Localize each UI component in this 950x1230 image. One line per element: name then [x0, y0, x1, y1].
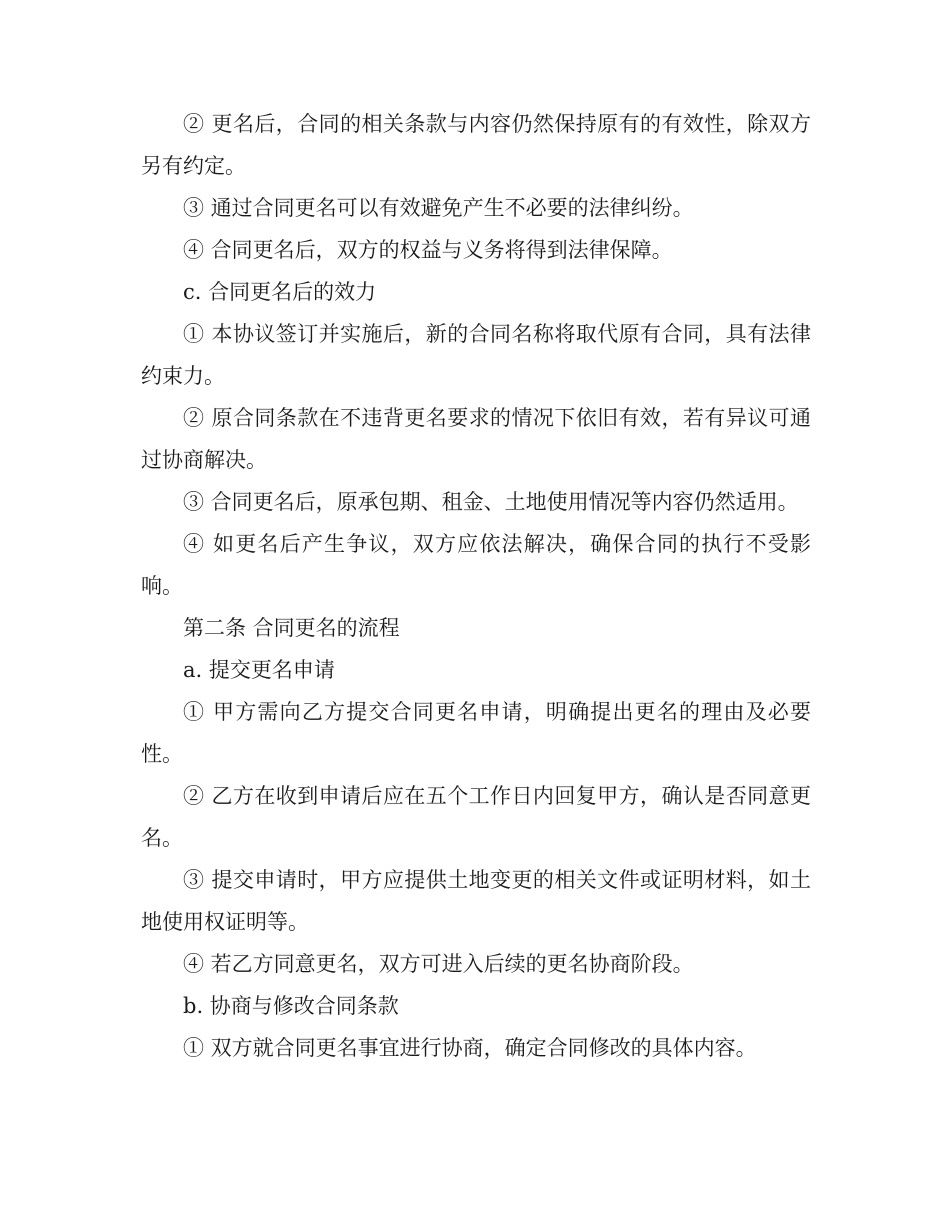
- paragraph-8: ④ 如更名后产生争议，双方应依法解决，确保合同的执行不受影响。: [141, 532, 811, 598]
- paragraph-12: ② 乙方在收到申请后应在五个工作日内回复甲方，确认是否同意更名。: [141, 784, 811, 850]
- section-heading-b: b. 协商与修改合同条款: [183, 994, 399, 1018]
- paragraph-16: ① 双方就合同更名事宜进行协商，确定合同修改的具体内容。: [183, 1036, 757, 1060]
- section-heading-c: c. 合同更名后的效力: [183, 280, 377, 304]
- document-body: [141, 103, 811, 1069]
- paragraph-7: ③ 合同更名后，原承包期、租金、土地使用情况等内容仍然适用。: [183, 490, 799, 514]
- paragraph-3: ④ 合同更名后，双方的权益与义务将得到法律保障。: [183, 238, 673, 262]
- paragraph-13: ③ 提交申请时，甲方应提供土地变更的相关文件或证明材料，如土地使用权证明等。: [141, 868, 811, 934]
- paragraph-1: ② 更名后，合同的相关条款与内容仍然保持原有的有效性，除双方另有约定。: [141, 112, 811, 178]
- paragraph-6: ② 原合同条款在不违背更名要求的情况下依旧有效，若有异议可通过协商解决。: [141, 406, 811, 472]
- paragraph-5: ① 本协议签订并实施后，新的合同名称将取代原有合同，具有法律约束力。: [141, 322, 811, 388]
- paragraph-14: ④ 若乙方同意更名，双方可进入后续的更名协商阶段。: [183, 952, 694, 976]
- paragraph-2: ③ 通过合同更名可以有效避免产生不必要的法律纠纷。: [183, 196, 694, 220]
- article-heading-2: 第二条 合同更名的流程: [183, 616, 400, 640]
- paragraph-11: ① 甲方需向乙方提交合同更名申请，明确提出更名的理由及必要性。: [141, 700, 811, 766]
- section-heading-a: a. 提交更名申请: [183, 658, 335, 682]
